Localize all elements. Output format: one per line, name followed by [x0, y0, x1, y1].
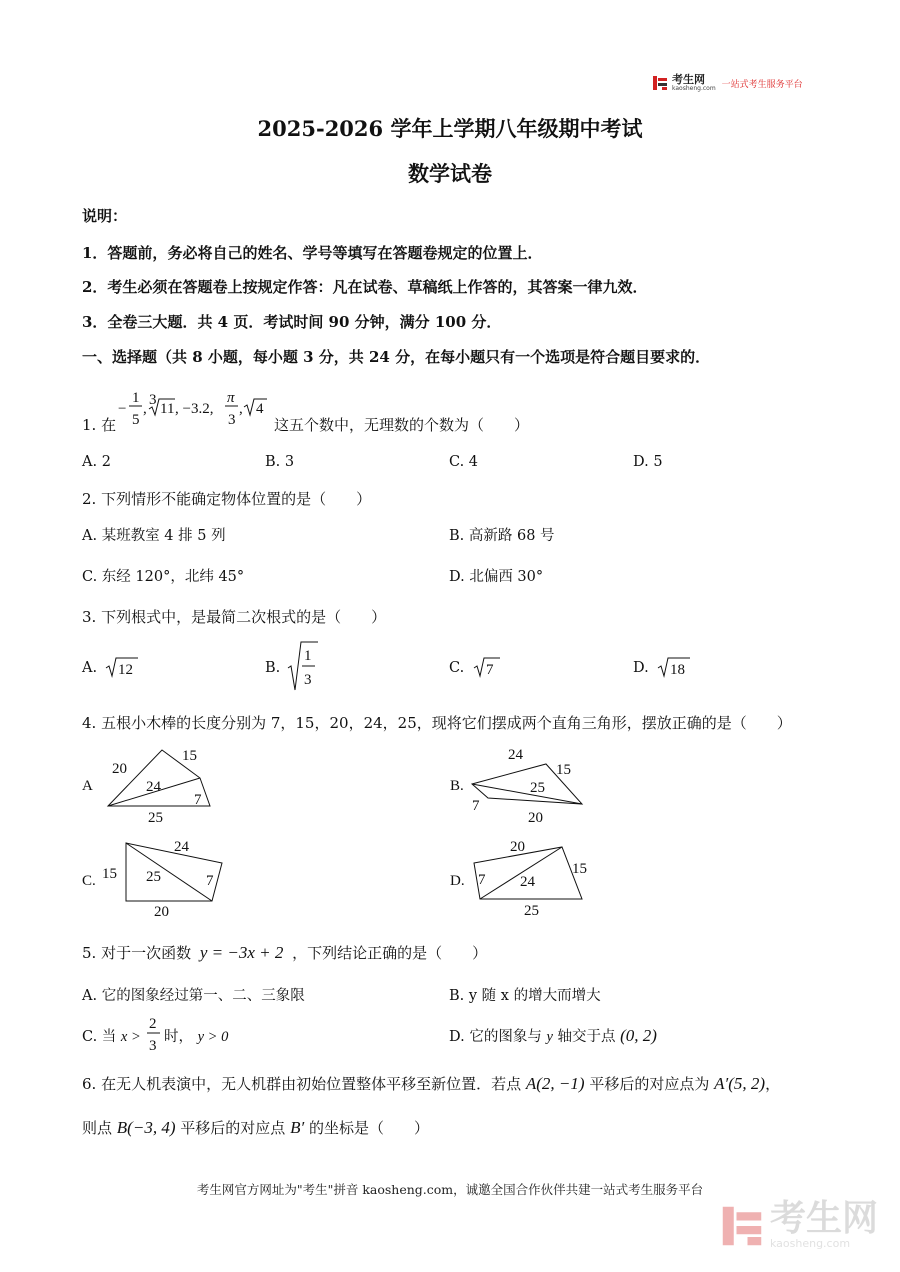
- side-label: 25: [524, 903, 539, 919]
- q1-pi: π: [227, 390, 235, 406]
- q3-option-d-expr: [656, 652, 696, 682]
- figure-label: D.: [450, 873, 465, 889]
- q5-function: y = −3x + 2: [199, 943, 284, 962]
- q3-option-a-label: A.: [82, 660, 98, 676]
- watermark-name: 考生网: [769, 1198, 878, 1239]
- side-label: 25: [530, 780, 545, 796]
- q3-option-c-label: C.: [449, 660, 465, 676]
- q1-frac3-den: 3: [228, 412, 236, 428]
- side-label: 20: [510, 839, 525, 855]
- svg-text:,: ,: [239, 401, 243, 417]
- svg-text:12: 12: [118, 662, 133, 678]
- section-heading: 一、选择题（共 8 小题，每小题 3 分，共 24 分，在每小题只有一个选项是符合题目要求的．: [82, 348, 711, 366]
- exam-subject: 数学试卷: [408, 161, 492, 186]
- svg-text:18: 18: [670, 662, 685, 678]
- side-label: 24: [520, 874, 535, 890]
- q5-option-c-fraction: [146, 1012, 162, 1056]
- q6-line2: 则点 B(−3, 4) 平移后的对应点 B′ 的坐标是（ ）: [82, 1118, 429, 1137]
- side-label: 24: [508, 747, 523, 763]
- side-label: 7: [478, 872, 486, 888]
- q2-option-c: C. 东经 120°，北纬 45°: [82, 569, 245, 585]
- logo-name: 考生网: [672, 72, 705, 86]
- instruction-item: 1．答题前，务必将自己的姓名、学号等填写在答题卷规定的位置上．: [82, 244, 543, 262]
- q5-option-d: D. 它的图象与 y 轴交于点 (0, 2): [449, 1026, 657, 1045]
- instructions-heading: 说明：: [82, 207, 128, 225]
- q1-option-a: A. 2: [82, 454, 111, 470]
- instruction-item: 2．考生必须在答题卷上按规定作答：凡在试卷、草稿纸上作答的，其答案一律九效．: [82, 278, 648, 296]
- side-label: 7: [194, 792, 202, 808]
- watermark-domain: kaosheng.com: [769, 1237, 851, 1250]
- q3-option-c-expr: [472, 652, 508, 682]
- brand-logo: [652, 73, 803, 93]
- q4-stem: 4. 五根小木棒的长度分别为 7，15，20，24，25，现将它们摆成两个直角三角形，摆放正确的是（ ）: [82, 714, 792, 732]
- exam-title: 2025-2026 学年上学期八年级期中考试: [257, 116, 643, 141]
- q5-prefix: 5. 对于一次函数: [82, 944, 192, 962]
- side-label: 20: [112, 761, 127, 777]
- q2-stem: 2. 下列情形不能确定物体位置的是（ ）: [82, 490, 372, 508]
- side-label: 24: [174, 839, 189, 855]
- svg-text:,: ,: [143, 401, 147, 417]
- q5-stem: [82, 942, 487, 963]
- q2-option-a: A. 某班教室 4 排 5 列: [82, 528, 226, 544]
- q2-option-b: B. 高新路 68 号: [449, 528, 555, 544]
- svg-text:3: 3: [149, 1038, 157, 1054]
- q4-figure-a: [78, 742, 238, 826]
- svg-text:7: 7: [486, 662, 494, 678]
- q1-root-index: 3: [149, 392, 157, 408]
- side-label: 15: [182, 748, 197, 764]
- page-footer: 考生网官方网址为"考生"拼音 kaosheng.com，诚邀全国合作伙伴共建一站式考生服务平台: [196, 1182, 704, 1197]
- q5-option-c: C. 当 x >: [82, 1029, 141, 1045]
- q1-radicand-4: 4: [256, 401, 264, 417]
- side-label: 20: [154, 904, 169, 920]
- figure-label: C.: [82, 873, 96, 889]
- q3-option-d-label: D.: [633, 660, 649, 676]
- side-label: 15: [556, 762, 571, 778]
- q5-suffix: ，下列结论正确的是（ ）: [292, 944, 488, 962]
- watermark-logo: [720, 1198, 878, 1250]
- q1-frac1-den: 5: [132, 412, 140, 428]
- q4-figure-c: [78, 835, 248, 920]
- q1-option-d: D. 5: [633, 454, 663, 470]
- side-label: 7: [206, 873, 214, 889]
- q1-option-c: C. 4: [449, 454, 479, 470]
- side-label: 24: [146, 779, 161, 795]
- q3-stem: 3. 下列根式中，是最简二次根式的是（ ）: [82, 608, 387, 626]
- q3-option-b-label: B.: [265, 660, 281, 676]
- q6-line1: 6. 在无人机表演中，无人机群由初始位置整体平移至新位置．若点 A(2, −1) 平移后的对应点为 A′(5, 2)，: [82, 1074, 781, 1093]
- side-label: 25: [146, 869, 161, 885]
- q4-figure-b: [446, 742, 606, 826]
- logo-domain: kaosheng.com: [672, 84, 716, 92]
- q3-option-b-expr: [286, 638, 326, 694]
- svg-text:1: 1: [304, 648, 312, 664]
- q2-option-d: D. 北偏西 30°: [449, 569, 544, 585]
- q5-option-b: B. y 随 x 的增大而增大: [449, 988, 601, 1004]
- side-label: 25: [148, 810, 163, 826]
- q4-figure-d: [446, 835, 616, 920]
- q1-neg: −: [118, 401, 127, 417]
- logo-mark-icon: [652, 75, 668, 91]
- svg-text:3: 3: [304, 672, 312, 688]
- q1-option-b: B. 3: [265, 454, 295, 470]
- figure-label: A: [82, 778, 93, 794]
- logo-slogan: 一站式考生服务平台: [721, 79, 803, 90]
- side-label: 7: [472, 798, 480, 814]
- q1-suffix: 这五个数中，无理数的个数为（ ）: [274, 416, 530, 434]
- side-label: 15: [572, 861, 587, 877]
- q5-option-c-tail: 时， y > 0: [164, 1029, 229, 1045]
- q1-mid: , −3.2,: [175, 401, 214, 417]
- q3-option-a-expr: [104, 652, 144, 682]
- svg-text:2: 2: [149, 1016, 157, 1032]
- figure-label: B.: [450, 778, 464, 794]
- q1-prefix: 1. 在: [82, 416, 117, 434]
- q1-number-list: [115, 384, 275, 432]
- q1-frac1-num: 1: [132, 390, 140, 406]
- side-label: 20: [528, 810, 543, 826]
- side-label: 15: [102, 866, 117, 882]
- q5-option-a: A. 它的图象经过第一、二、三象限: [82, 988, 305, 1004]
- q1-radicand-11: 11: [160, 401, 175, 417]
- instruction-item: 3．全卷三大题．共 4 页．考试时间 90 分钟，满分 100 分．: [82, 313, 502, 331]
- watermark-mark-icon: [720, 1204, 764, 1248]
